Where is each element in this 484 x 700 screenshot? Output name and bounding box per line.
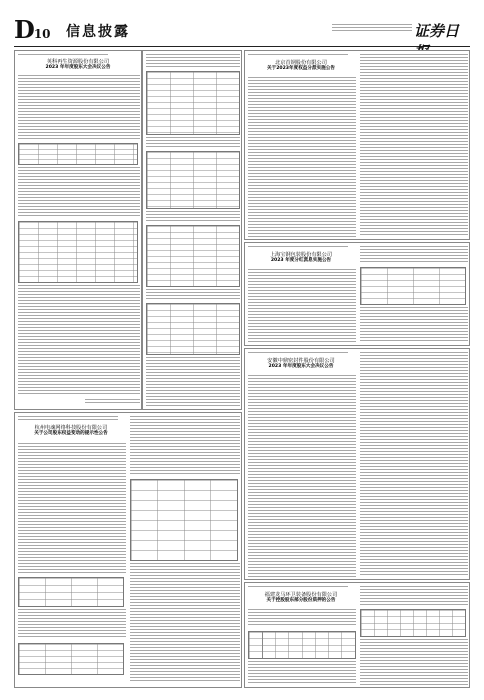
announcement-block-1 — [14, 50, 142, 410]
data-table — [18, 221, 138, 283]
announcement-company: 英科再生资源股份有限公司 — [46, 59, 110, 65]
announcement-block-5 — [14, 412, 242, 688]
announcement-block-6 — [244, 582, 470, 688]
data-table — [146, 71, 240, 135]
announcement-title: 2023 年年度股东大会决议公告 — [45, 65, 111, 70]
announcement-block-4 — [244, 348, 470, 580]
announcement-block-3 — [244, 242, 470, 346]
newspaper-logo: 证券日 — [414, 22, 460, 40]
announcement-title: 2023 年度分红派息实施公告 — [270, 258, 332, 263]
announcement-title: 关于2023年度权益分派实施公告 — [267, 66, 335, 71]
data-table — [18, 577, 124, 607]
announcement-company: 安徽中鼎密封件股份有限公司 — [267, 358, 335, 364]
data-table — [146, 225, 240, 287]
announcement-company: 北京首钢股份有限公司 — [275, 60, 327, 66]
data-table — [146, 151, 240, 209]
data-table — [18, 143, 138, 165]
announcement-company: 上海宝钢包装股份有限公司 — [269, 252, 333, 258]
announcement-title: 2023 年年度股东大会决议公告 — [268, 364, 334, 369]
announcement-block-2 — [244, 50, 470, 240]
data-table — [130, 479, 238, 561]
announcement-company: 福建龙马环卫装备股份有限公司 — [264, 592, 338, 598]
announcement-title: 关于控股股东部分股份质押的公告 — [266, 598, 336, 603]
page-number: D10 — [14, 15, 51, 44]
data-table — [146, 303, 240, 355]
data-table — [360, 267, 466, 305]
announcement-block-1-continued — [142, 50, 242, 410]
masthead — [14, 16, 470, 47]
announcement-title: 关于公司股东权益变动的提示性公告 — [34, 431, 108, 436]
data-table — [248, 631, 356, 659]
section-title: 信息披露 — [66, 24, 130, 40]
data-table — [360, 609, 466, 637]
data-table — [18, 643, 124, 675]
announcement-company: 杭州电魂网络科技股份有限公司 — [34, 425, 108, 431]
